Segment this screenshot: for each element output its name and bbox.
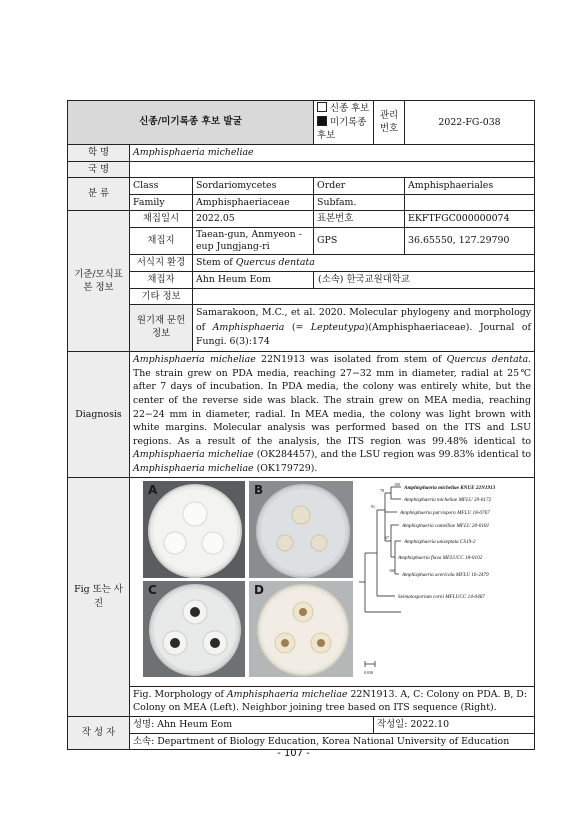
species-record-table — [67, 100, 535, 750]
original-reference-label: 원기재 문헌 정보 — [130, 305, 193, 352]
class-value: Sordariomycetes — [193, 178, 314, 195]
support-value-2: 78 — [380, 487, 384, 493]
tree-taxon-8: Seimatosporium corni MFLUCC 14-0467 — [398, 593, 485, 600]
habitat-value: Stem of Quercus dentata — [193, 255, 535, 272]
checkbox-new-species[interactable] — [317, 102, 327, 112]
specimen-info-label: 기준/모식표 본 정보 — [68, 211, 130, 352]
panel-label-c: C — [148, 582, 157, 597]
support-value-3: 91 — [371, 503, 375, 509]
page-number: - 107 - — [277, 748, 310, 759]
other-info-value — [193, 288, 535, 305]
diagnosis-label: Diagnosis — [68, 352, 130, 478]
tree-branches — [359, 487, 401, 667]
tree-taxon-2: Amphisphaeria micheliae MFLU 20-0172 — [404, 496, 492, 503]
panel-label-d: D — [254, 582, 264, 597]
collector-label: 채집자 — [130, 272, 193, 289]
support-value-5: 100 — [389, 567, 395, 573]
tree-taxon-3: Amphisphaeria parvispora MFLU 18-0767 — [400, 509, 490, 516]
gps-value: 36.65550, 127.29790 — [405, 228, 535, 255]
collection-site-value: Taean-gun, Anmyeon -eup Jungjang-ri — [193, 228, 314, 255]
specimen-no-label: 표본번호 — [314, 211, 405, 228]
other-info-label: 기타 정보 — [130, 288, 193, 305]
petri-dish-c-image — [143, 581, 245, 677]
management-no-value: 2022-FG-038 — [405, 101, 535, 145]
management-no-label: 관리번호 — [374, 101, 405, 145]
scientific-name-value: Amphisphaeria micheliae — [130, 144, 535, 161]
author-name: 성명: Ahn Heum Eom — [130, 716, 374, 733]
family-value: Amphisphaeriaceae — [193, 194, 314, 211]
petri-dish-d-image — [249, 581, 353, 677]
class-label: Class — [130, 178, 193, 195]
family-label: Family — [130, 194, 193, 211]
habitat-label: 서식지 환경 — [130, 255, 193, 272]
collector-affiliation: (소속) 한국교원대학교 — [314, 272, 535, 289]
panel-label-b: B — [254, 482, 264, 497]
korean-name-label: 국 명 — [68, 161, 130, 178]
support-value-4: 67 — [385, 534, 389, 540]
classification-label: 분 류 — [68, 178, 130, 211]
gps-label: GPS — [314, 228, 405, 255]
tree-taxon-1: Amphisphaeria micheliae KNUE 22N1913 — [404, 484, 496, 491]
scientific-name-label: 학 명 — [68, 144, 130, 161]
subfamily-label: Subfam. — [314, 194, 405, 211]
petri-dish-b-image — [249, 481, 353, 578]
collector-value: Ahn Heum Eom — [193, 272, 314, 289]
figure-cell — [130, 477, 535, 686]
diagnosis-text: Amphisphaeria micheliae 22N1913 was isolated from stem of Quercus dentata. The strain grew on PDA media, reaching 27−32 mm in diameter, radial at 25℃ after 7 days of incubation. In PDA media, the colony was entirely white, but the center of the reverse side was black. The strain grew on MEA media, reaching 22−24 mm in diameter, radial. In MEA media, the colony was light brown with white margins. Molecular analysis was performed based on the ITS and LSU regions. As a result of the analysis, the ITS region was 99.48% identical to Amphisphaeria micheliae (OK284457), and the LSU region was 99.83% identical to Amphisphaeria micheliae (OK179729). — [130, 352, 535, 478]
collection-date-label: 채집일시 — [130, 211, 193, 228]
photo-panel-d — [249, 581, 353, 677]
figure-caption: Fig. Morphology of Amphisphaeria micheliae 22N1913. A, C: Colony on PDA. B, D: Colony on MEA (Left). Neighbor joining tree based on ITS sequence (Right). — [130, 686, 535, 716]
tree-taxon-6: Amphisphaeria flava MFLUCC 18-0102 — [398, 554, 483, 561]
checkbox-unrecorded-checked[interactable] — [317, 116, 327, 126]
photo-panel-b — [249, 481, 353, 578]
korean-name-value — [130, 161, 535, 178]
support-value-1: 100 — [394, 481, 400, 487]
order-value: Amphisphaeriales — [405, 178, 535, 195]
collection-date-value: 2022.05 — [193, 211, 314, 228]
tree-taxon-4: Amphisphaeria camelliae MFLU 20-0181 — [402, 522, 490, 529]
order-label: Order — [314, 178, 405, 195]
photo-panel-a — [143, 481, 245, 578]
tree-taxon-5: Amphisphaeria uniseptata CS19-2 — [404, 538, 476, 545]
panel-label-a: A — [148, 482, 158, 497]
author-label: 작 성 자 — [68, 716, 130, 749]
author-affiliation: 소속: Department of Biology Education, Korea National University of Education — [130, 733, 535, 750]
tree-taxon-7: Amphisphaeria acericola MFLU 16-2479 — [402, 571, 489, 578]
new-species-option[interactable]: 신종 후보 — [317, 102, 370, 116]
phylogenetic-tree — [359, 481, 535, 679]
tree-scale-label: 0.030 — [364, 669, 373, 675]
original-reference-text: Samarakoon, M.C., et al. 2020. Molecular phylogeny and morphology of Amphisphaeria (= Lepteutypa)(Amphisphaeriaceae). Journal of Fungi. 6(3):174 — [193, 305, 535, 352]
subfamily-value — [405, 194, 535, 211]
specimen-no-value: EKFTFGC000000074 — [405, 211, 535, 228]
photo-panel-c — [143, 581, 245, 677]
petri-dish-a-image — [143, 481, 245, 578]
candidate-options — [314, 101, 374, 145]
form-title: 신종/미기록종 후보 발굴 — [68, 101, 314, 145]
unrecorded-option[interactable]: 미기록종 후보 — [317, 116, 367, 142]
figure-label: Fig 또는 사진 — [68, 477, 130, 716]
author-date: 작성일: 2022.10 — [374, 716, 535, 733]
collection-site-label: 채집지 — [130, 228, 193, 255]
